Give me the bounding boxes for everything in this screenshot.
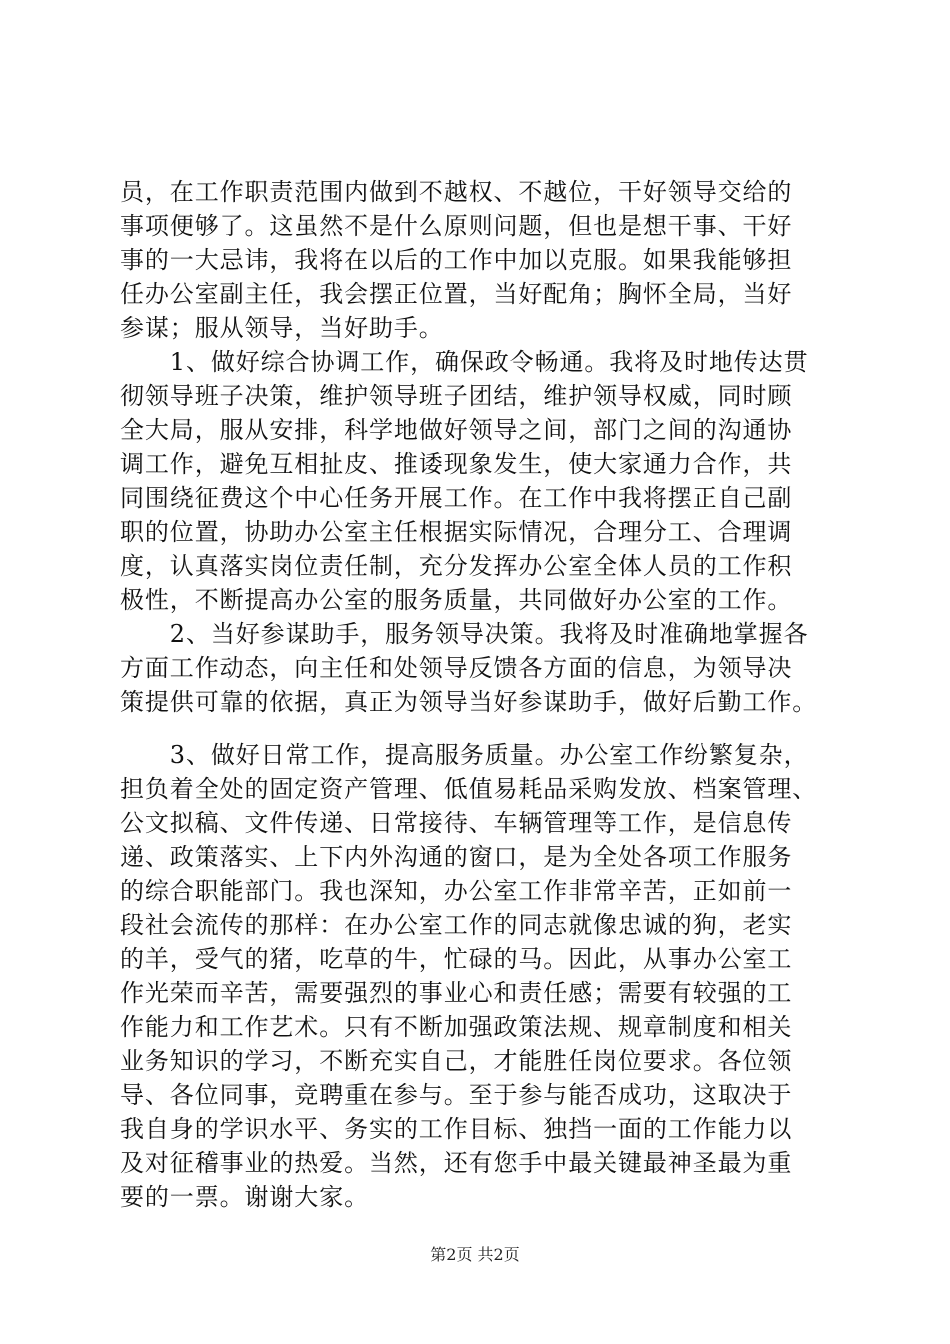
text-line: 职的位置，协助办公室主任根据实际情况，合理分工、合理调 <box>120 518 793 546</box>
page-number-footer: 第2页 共2页 <box>430 1245 520 1264</box>
text-line: 彻领导班子决策，维护领导班子团结，维护领导权威，同时顾 <box>120 382 793 410</box>
text-line: 的羊，受气的猪，吃草的牛，忙碌的马。因此，从事办公室工 <box>120 945 793 973</box>
text-line: 及对征稽事业的热爱。当然，还有您手中最关键最神圣最为重 <box>120 1149 793 1177</box>
text-line: 要的一票。谢谢大家。 <box>120 1183 369 1211</box>
text-line: 段社会流传的那样：在办公室工作的同志就像忠诚的狗，老实 <box>120 911 793 939</box>
text-line: 担负着全处的固定资产管理、低值易耗品采购发放、档案管理、 <box>120 775 818 803</box>
text-line: 参谋；服从领导，当好助手。 <box>120 314 444 342</box>
text-line: 事项便够了。这虽然不是什么原则问题，但也是想干事、干好 <box>120 212 793 240</box>
text-line: 员，在工作职责范围内做到不越权、不越位，干好领导交给的 <box>120 178 793 206</box>
text-line: 作光荣而辛苦，需要强烈的事业心和责任感；需要有较强的工 <box>120 979 793 1007</box>
text-line: 方面工作动态，向主任和处领导反馈各方面的信息，为领导决 <box>120 654 793 682</box>
text-line: 我自身的学识水平、务实的工作目标、独挡一面的工作能力以 <box>120 1115 793 1143</box>
text-line: 导、各位同事，竞聘重在参与。至于参与能否成功，这取决于 <box>120 1081 793 1109</box>
text-line: 的综合职能部门。我也深知，办公室工作非常辛苦，正如前一 <box>120 877 793 905</box>
text-line: 2、当好参谋助手，服务领导决策。我将及时准确地掌握各 <box>120 620 809 648</box>
text-line: 作能力和工作艺术。只有不断加强政策法规、规章制度和相关 <box>120 1013 793 1041</box>
text-line: 调工作，避免互相扯皮、推诿现象发生，使大家通力合作，共 <box>120 450 793 478</box>
text-line: 同围绕征费这个中心任务开展工作。在工作中我将摆正自己副 <box>120 484 793 512</box>
text-line: 递、政策落实、上下内外沟通的窗口，是为全处各项工作服务 <box>120 843 793 871</box>
text-line: 3、做好日常工作，提高服务质量。办公室工作纷繁复杂， <box>120 741 809 769</box>
text-line: 全大局，服从安排，科学地做好领导之间，部门之间的沟通协 <box>120 416 793 444</box>
text-line: 公文拟稿、文件传递、日常接待、车辆管理等工作，是信息传 <box>120 809 793 837</box>
text-line: 业务知识的学习，不断充实自己，才能胜任岗位要求。各位领 <box>120 1047 793 1075</box>
text-line: 度，认真落实岗位责任制，充分发挥办公室全体人员的工作积 <box>120 552 793 580</box>
text-line: 策提供可靠的依据，真正为领导当好参谋助手，做好后勤工作。 <box>120 688 818 716</box>
text-line: 1、做好综合协调工作，确保政令畅通。我将及时地传达贯 <box>120 348 809 376</box>
text-line: 事的一大忌讳，我将在以后的工作中加以克服。如果我能够担 <box>120 246 793 274</box>
text-line: 任办公室副主任，我会摆正位置，当好配角；胸怀全局，当好 <box>120 280 793 308</box>
text-line: 极性，不断提高办公室的服务质量，共同做好办公室的工作。 <box>120 586 793 614</box>
